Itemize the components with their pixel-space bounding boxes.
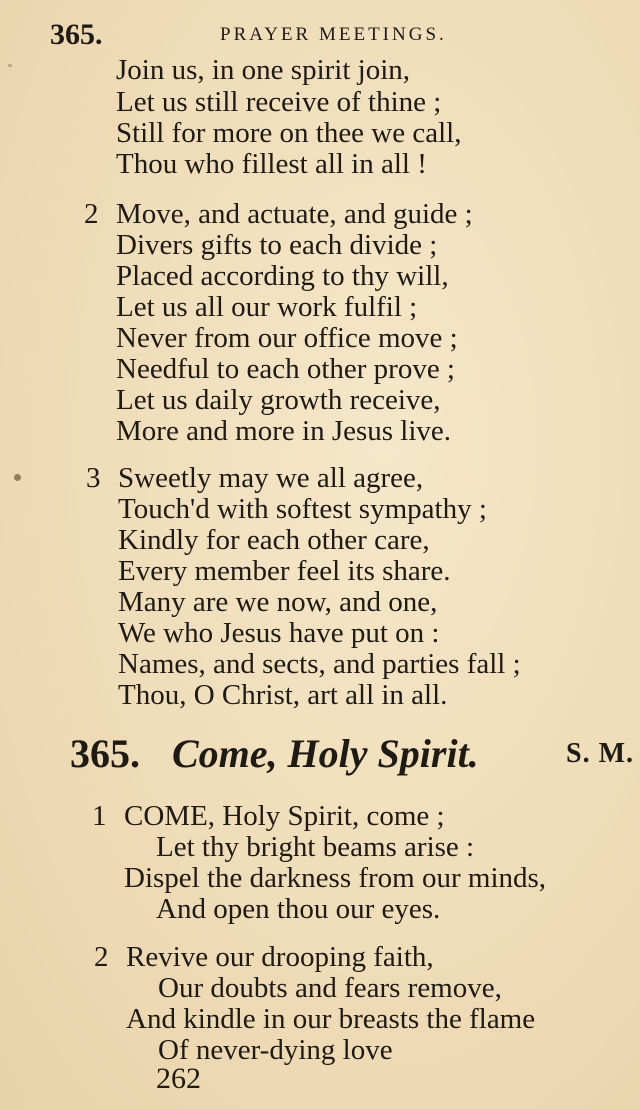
verse-line: Touch'd with softest sympathy ;: [118, 493, 487, 525]
footer-page-number: 262: [156, 1062, 201, 1095]
verse-line: Every member feel its share.: [118, 555, 451, 587]
verse-line: Revive our drooping faith,: [126, 941, 434, 973]
verse-line: More and more in Jesus live.: [116, 415, 452, 447]
verse-line: And open thou our eyes.: [156, 893, 441, 925]
verse-line: COME, Holy Spirit, come ;: [124, 800, 445, 832]
verse-line: Sweetly may we all agree,: [118, 462, 424, 494]
hymn-meter: S. M.: [566, 738, 634, 769]
verse-line: Still for more on thee we call,: [116, 117, 462, 149]
stanza-number: 1: [92, 800, 107, 832]
hymn-number: 365.: [70, 731, 140, 776]
verse-line: And kindle in our breasts the flame: [126, 1003, 536, 1035]
stanza-number: 2: [84, 198, 99, 230]
page-header: [50, 16, 620, 56]
verse-line: Let us all our work fulfil ;: [116, 291, 418, 323]
header-page-number: 365.: [50, 18, 103, 51]
stanza-number: 3: [86, 462, 101, 494]
verse-line: We who Jesus have put on :: [118, 617, 440, 649]
verse-line: Kindly for each other care,: [118, 524, 430, 556]
stanza-number: 2: [94, 941, 109, 973]
verse-line: Move, and actuate, and guide ;: [116, 198, 473, 230]
paper-spot: [14, 474, 21, 481]
verse-line: Names, and sects, and parties fall ;: [118, 648, 521, 680]
hymn-title: Come, Holy Spirit.: [172, 731, 479, 776]
running-title: PRAYER MEETINGS.: [220, 24, 447, 45]
verse-line: Thou, O Christ, art all in all.: [118, 679, 448, 711]
verse-line: Join us, in one spirit join,: [116, 54, 411, 86]
verse-line: Of never-dying love: [158, 1034, 393, 1066]
verse-line: Let us daily growth receive,: [116, 384, 441, 416]
paper-spot: [8, 64, 12, 67]
verse-line: Dispel the darkness from our minds,: [124, 862, 547, 894]
hymn-heading: [70, 730, 634, 780]
verse-line: Let us still receive of thine ;: [116, 86, 442, 118]
verse-line: Placed according to thy will,: [116, 260, 449, 292]
verse-line: Needful to each other prove ;: [116, 353, 455, 385]
verse-line: Thou who fillest all in all !: [116, 148, 427, 180]
verse-line: Many are we now, and one,: [118, 586, 438, 618]
verse-line: Divers gifts to each divide ;: [116, 229, 438, 261]
verse-line: Our doubts and fears remove,: [158, 972, 502, 1004]
verse-line: Let thy bright beams arise :: [156, 831, 475, 863]
verse-line: Never from our office move ;: [116, 322, 458, 354]
